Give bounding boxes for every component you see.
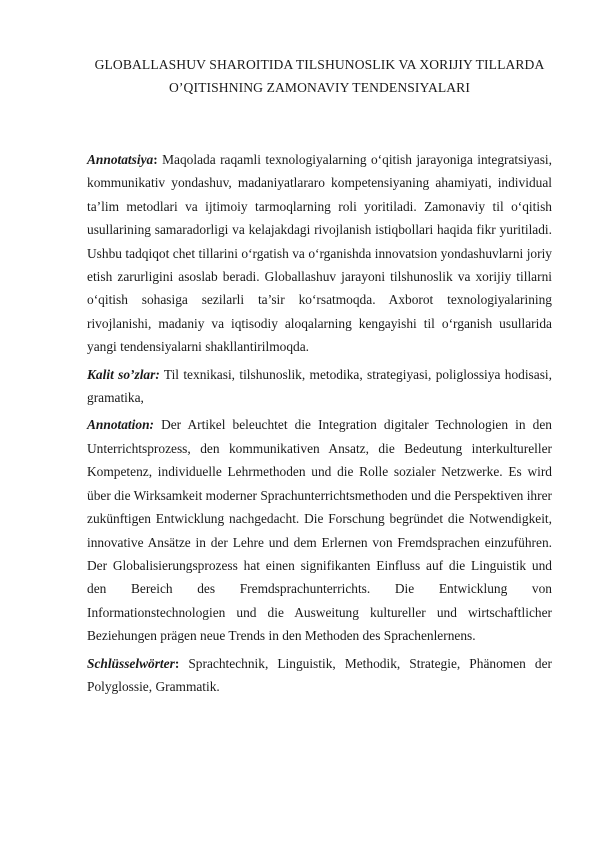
title-line-2: O’QITISHNING ZAMONAVIY TENDENSIYALARI — [169, 80, 470, 95]
annotation-label: Annotation: — [87, 417, 154, 433]
annotatsiya-text: Maqolada raqamli texnologiyalarning o‘qitish jarayoniga integratsiyasi, kommunikativ yondashuv, madaniyatlararo kompetensiyaning ahamiyati, individual ta’lim metodlari va ijtimoiy tarmoqlarning roli yoritiladi. Zamonaviy til o‘qitish usullarining samaradorligi va kelajakdagi rivojlanish istiqbollari haqida fikr yuritiladi. Ushbu tadqiqot chet tillarini o‘rgatish va o‘rganishda innovatsion yondashuvlarni joriy etish zarurligini asoslab beradi. Globallashuv jarayoni tilshunoslik va xorijiy tillarni o‘qitish sohasiga sezilarli ta’sir ko‘rsatmoqda. Axborot texnologiyalarining rivojlanishi, madaniy va iqtisodiy aloqalarning kengayishi til o‘rganish usullarida yangi tendensiyalarni shakllantirilmoqda. — [87, 152, 552, 355]
annotatsiya-label: Annotatsiya — [87, 152, 154, 167]
annotatsiya-colon: : — [153, 152, 158, 167]
paper-page — [87, 53, 552, 698]
schluesselwoerter-text: Sprachtechnik, Linguistik, Methodik, Strategie, Phänomen der Polyglossie, Grammatik. — [87, 655, 552, 694]
kalit-sozlar-label: Kalit so’zlar: — [87, 366, 160, 382]
schluesselwoerter-label: Schlüsselwörter — [87, 655, 175, 671]
annotatsiya-paragraph — [87, 148, 552, 359]
kalit-sozlar-text: Til texnikasi, tilshunoslik, metodika, strategiyasi, poliglossiya hodisasi, gramatika, — [87, 366, 552, 406]
annotation-paragraph — [87, 413, 552, 647]
kalit-sozlar-paragraph — [87, 363, 552, 410]
title-line-1: GLOBALLASHUV SHAROITIDA TILSHUNOSLIK VA XORIJIY TILLARDA — [94, 57, 545, 72]
schluesselwoerter-colon: : — [174, 655, 180, 671]
paper-title — [87, 53, 552, 99]
annotation-text: Der Artikel beleuchtet die Integration digitaler Technologien in den Unterrichtsprozess, den kommunikativen Ansatz, die Bedeutung interkultureller Kompetenz, individuelle Lehrmethoden und die Rolle sozialer Netzwerke. Es wird über die Wirksamkeit moderner Sprachunterrichtsmethoden und die Perspektiven ihrer zukünftigen Entwicklung nachgedacht. Die Forschung begründet die Notwendigkeit, innovative Ansätze in der Lehre und dem Erlernen von Fremdsprachen einzuführen. Der Globalisierungsprozess hat einen signifikanten Einfluss auf die Linguistik und den Bereich des Fremdsprachunterrichts. Die Entwicklung von Informationstechnologien und die Ausweitung kultureller und wirtschaftlicher Beziehungen prägen neue Trends in den Methoden des Sprachenlernens. — [87, 417, 552, 644]
schluesselwoerter-paragraph — [87, 652, 552, 699]
